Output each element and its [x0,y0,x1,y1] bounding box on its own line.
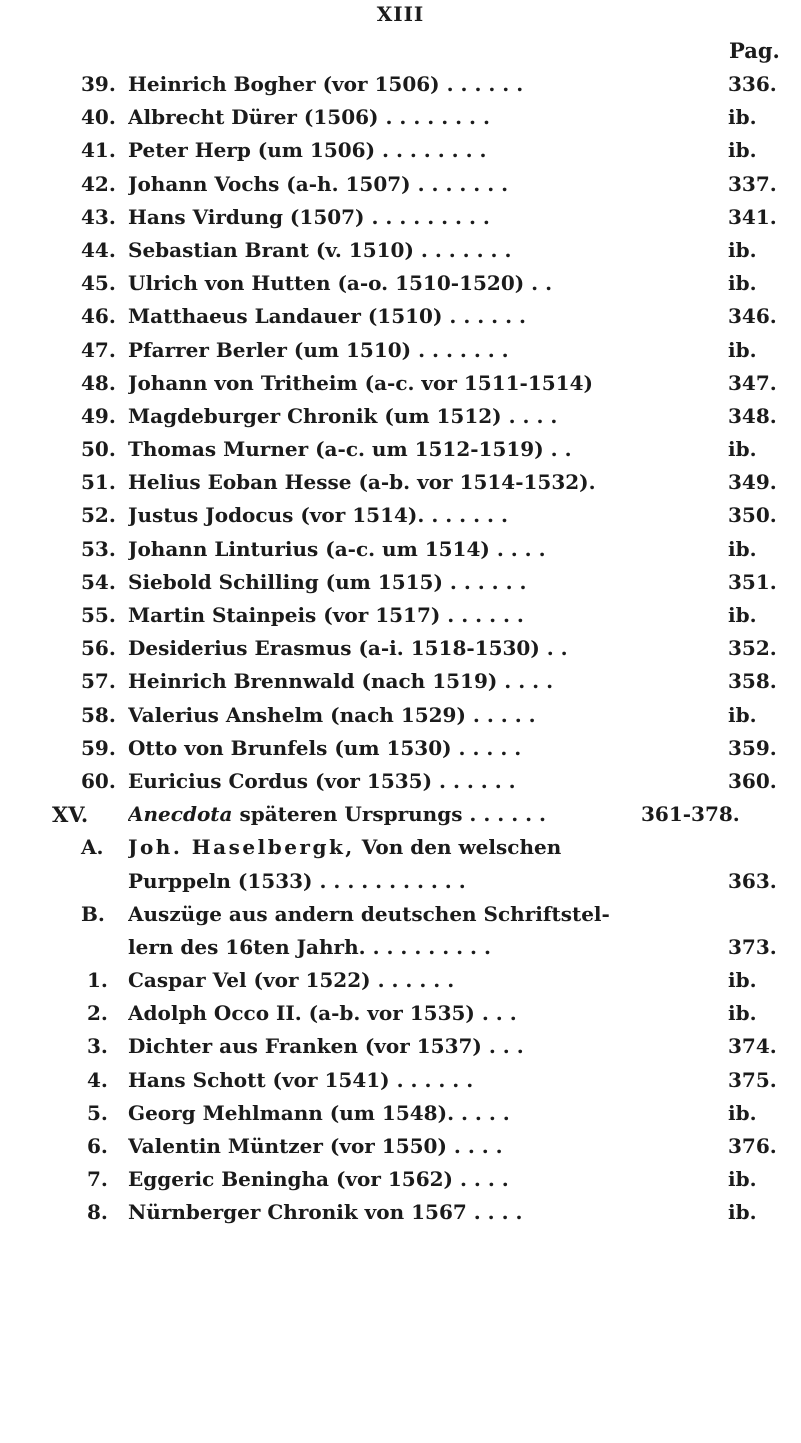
sub-entry-number: 2. [87,1001,108,1026]
sub-entry-number: 4. [87,1067,108,1092]
subsection-title-line: Purppeln (1533) . . . . . . . . . . . [128,868,466,893]
section-number: XV. [52,802,89,828]
entry-number: 55. [81,603,116,627]
entry-number: 46. [81,304,116,329]
entry-number: 44. [81,237,116,262]
entry-page: 346. [728,304,777,329]
toc-subsection [0,831,801,864]
entry-page: ib. [728,271,757,296]
entry-page: ib. [728,437,757,462]
entry-number: 42. [81,171,116,196]
entry-page: 341. [728,204,777,229]
toc-entry [0,68,801,101]
entry-title: Johann Vochs (a-h. 1507) . . . . . . . [128,171,509,196]
toc-sub-entry [0,1097,801,1130]
toc-sub-entry [0,1196,801,1229]
subsection-page: 373. [728,934,777,959]
entry-title: Hans Virdung (1507) . . . . . . . . . [128,204,490,229]
entry-page: 337. [728,171,777,196]
toc-entry [0,101,801,134]
toc-sub-entry [0,1030,801,1063]
entry-title: Thomas Murner (a-c. um 1512-1519) . . [128,437,572,462]
entry-number: 48. [81,370,116,395]
sub-entry-title: Dichter aus Franken (vor 1537) . . . [128,1034,524,1059]
entry-title: Johann von Tritheim (a-c. vor 1511-1514) [128,370,593,395]
sub-entry-page: 374. [728,1034,777,1059]
entry-page: 336. [728,72,777,96]
entry-number: 50. [81,437,116,462]
entry-number: 53. [81,536,116,561]
toc-sub-entry [0,964,801,997]
entry-title: Matthaeus Landauer (1510) . . . . . . [128,304,526,329]
section-title: Anecdota späteren Ursprungs . . . . . . [128,802,547,827]
sub-entry-page: 376. [728,1134,777,1158]
toc-entry [0,201,801,234]
entry-number: 57. [81,669,116,694]
toc-entry [0,400,801,433]
toc-entry [0,665,801,698]
sub-entry-number: 8. [87,1200,108,1225]
toc-sub-entry [0,1130,801,1163]
sub-entry-title: Eggeric Beningha (vor 1562) . . . . [128,1167,509,1192]
entry-title: Justus Jodocus (vor 1514). . . . . . . [128,503,508,528]
entry-number: 39. [81,72,116,96]
entry-page: 348. [728,403,777,428]
sub-entry-number: 3. [87,1034,108,1059]
entry-title: Valerius Anshelm (nach 1529) . . . . . [128,702,536,727]
sub-entry-number: 6. [87,1134,108,1158]
toc-entry [0,267,801,300]
entry-number: 59. [81,735,116,760]
sub-entry-page: ib. [728,968,757,993]
section-page-range: 361-378. [641,802,740,827]
entry-title: Siebold Schilling (um 1515) . . . . . . [128,569,527,594]
entry-number: 40. [81,105,116,130]
entry-page: 352. [728,636,777,661]
entry-page: 347. [728,370,777,395]
entry-page: ib. [728,536,757,561]
entry-number: 45. [81,271,116,296]
toc-entry [0,632,801,665]
toc-entry [0,466,801,499]
entry-page: ib. [728,603,757,627]
entry-page: 359. [728,735,777,760]
entry-page: 358. [728,669,777,694]
toc-entry [0,234,801,267]
entry-title: Euricius Cordus (vor 1535) . . . . . . [128,768,516,793]
entry-number: 60. [81,768,116,793]
entry-title: Magdeburger Chronik (um 1512) . . . . [128,403,558,428]
entry-title: Johann Linturius (a-c. um 1514) . . . . [128,536,546,561]
subsection-letter: B. [81,901,105,926]
sub-entry-title: Nürnberger Chronik von 1567 . . . . [128,1200,523,1225]
subsection-title-line: lern des 16ten Jahrh. . . . . . . . . . [128,934,491,959]
entry-number: 49. [81,403,116,428]
toc-entry [0,699,801,732]
toc-entry [0,566,801,599]
entry-title: Sebastian Brant (v. 1510) . . . . . . . [128,237,512,262]
toc-sub-entry [0,997,801,1030]
entry-number: 56. [81,636,116,661]
toc-subsection-continued [0,865,801,898]
toc-entry [0,499,801,532]
sub-entry-number: 7. [87,1167,108,1192]
entry-number: 54. [81,569,116,594]
toc-entry [0,300,801,333]
page-number: XIII [376,2,425,26]
toc-entry [0,168,801,201]
page-column-label: Pag. [729,38,780,63]
sub-entry-title: Georg Mehlmann (um 1548). . . . . [128,1100,510,1125]
toc-sub-entry [0,1064,801,1097]
entry-page: 360. [728,768,777,793]
entry-title: Heinrich Brennwald (nach 1519) . . . . [128,669,554,694]
entry-title: Desiderius Erasmus (a-i. 1518-1530) . . [128,636,568,661]
entry-title: Martin Stainpeis (vor 1517) . . . . . . [128,603,524,627]
toc-subsection-continued [0,931,801,964]
entry-page: ib. [728,337,757,362]
toc-entry [0,334,801,367]
entry-number: 51. [81,470,116,495]
entry-number: 43. [81,204,116,229]
subsection-letter: A. [81,835,104,860]
entry-page: 350. [728,503,777,528]
sub-entry-page: ib. [728,1100,757,1125]
toc-entry [0,732,801,765]
sub-entry-title: Valentin Müntzer (vor 1550) . . . . [128,1134,503,1158]
toc-entry [0,134,801,167]
subsection-title-line: Auszüge aus andern deutschen Schriftstel- [128,901,610,926]
sub-entry-title: Caspar Vel (vor 1522) . . . . . . [128,968,455,993]
entry-number: 58. [81,702,116,727]
entry-page: ib. [728,702,757,727]
entry-title: Heinrich Bogher (vor 1506) . . . . . . [128,72,524,96]
entry-page: ib. [728,237,757,262]
toc-entry [0,367,801,400]
entry-page: 349. [728,470,777,495]
sub-entry-page: ib. [728,1001,757,1026]
sub-entry-title: Hans Schott (vor 1541) . . . . . . [128,1067,474,1092]
toc-subsection [0,898,801,931]
table-of-contents [0,68,801,1230]
toc-entry [0,533,801,566]
entry-title: Helius Eoban Hesse (a-b. vor 1514-1532). [128,470,596,495]
entry-page: 351. [728,569,777,594]
sub-entry-number: 1. [87,968,108,993]
entry-page: ib. [728,138,757,163]
sub-entry-title: Adolph Occo II. (a-b. vor 1535) . . . [128,1001,517,1026]
entry-number: 47. [81,337,116,362]
sub-entry-page: ib. [728,1200,757,1225]
entry-title: Ulrich von Hutten (a-o. 1510-1520) . . [128,271,553,296]
subsection-title-line: Joh. Haselbergk, Von den welschen [128,835,562,860]
toc-section [0,798,801,831]
toc-entry [0,765,801,798]
subsection-page: 363. [728,868,777,893]
sub-entry-number: 5. [87,1100,108,1125]
entry-number: 52. [81,503,116,528]
entry-title: Otto von Brunfels (um 1530) . . . . . [128,735,522,760]
entry-title: Peter Herp (um 1506) . . . . . . . . [128,138,487,163]
entry-title: Pfarrer Berler (um 1510) . . . . . . . [128,337,509,362]
toc-entry [0,599,801,632]
sub-entry-page: ib. [728,1167,757,1192]
sub-entry-page: 375. [728,1067,777,1092]
entry-title: Albrecht Dürer (1506) . . . . . . . . [128,105,490,130]
toc-entry [0,433,801,466]
entry-number: 41. [81,138,116,163]
entry-page: ib. [728,105,757,130]
toc-sub-entry [0,1163,801,1196]
